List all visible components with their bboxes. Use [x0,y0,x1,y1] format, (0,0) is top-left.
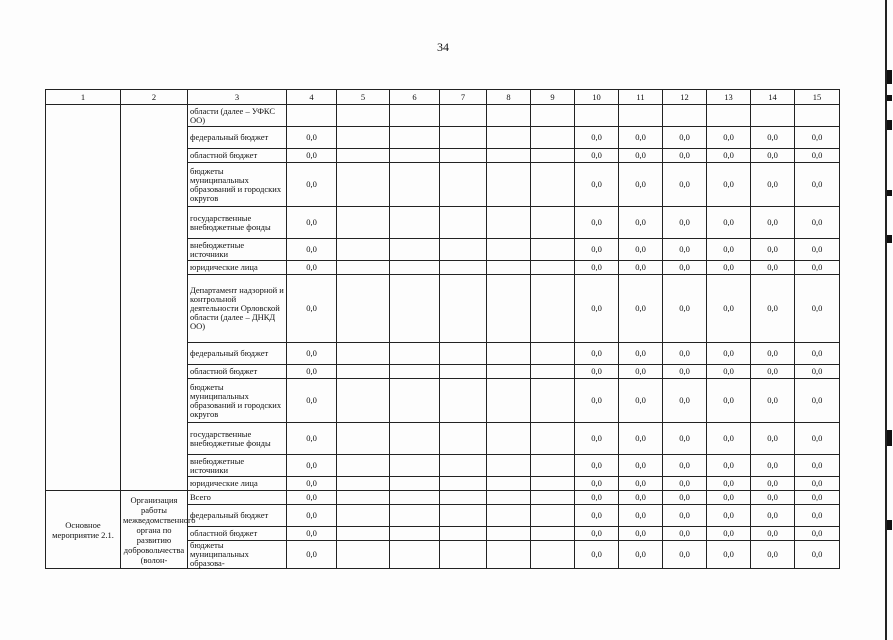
funding-source: областной бюджет [188,149,287,163]
value-cell [440,379,487,423]
value-cell [440,105,487,127]
value-cell [337,149,390,163]
value-cell [795,105,840,127]
value-cell: 0,0 [287,505,337,527]
funding-source: бюджеты муниципальных образований и городских округов [188,379,287,423]
value-cell: 0,0 [795,149,840,163]
value-cell [337,261,390,275]
value-cell [337,455,390,477]
value-cell: 0,0 [287,261,337,275]
value-cell: 0,0 [663,491,707,505]
page-number: 34 [437,40,449,54]
value-cell: 0,0 [619,207,663,239]
value-cell: 0,0 [619,505,663,527]
value-cell: 0,0 [619,423,663,455]
activity-org: Организация работы межведомственного органа по развитию добровольчества (волон- [121,491,188,569]
value-cell: 0,0 [707,527,751,541]
col-header: 11 [619,90,663,105]
value-cell: 0,0 [795,505,840,527]
value-cell: 0,0 [795,541,840,569]
value-cell [531,541,575,569]
value-cell [531,491,575,505]
value-cell: 0,0 [707,275,751,343]
value-cell [440,541,487,569]
value-cell: 0,0 [795,275,840,343]
value-cell [440,163,487,207]
value-cell [337,527,390,541]
value-cell: 0,0 [619,527,663,541]
col-header: 14 [751,90,795,105]
value-cell: 0,0 [795,127,840,149]
value-cell [440,239,487,261]
value-cell [390,477,440,491]
value-cell [531,365,575,379]
value-cell: 0,0 [575,365,619,379]
value-cell: 0,0 [707,365,751,379]
value-cell [390,365,440,379]
value-cell: 0,0 [751,343,795,365]
value-cell [390,105,440,127]
value-cell: 0,0 [795,261,840,275]
value-cell [487,541,531,569]
value-cell [440,127,487,149]
value-cell [531,455,575,477]
value-cell: 0,0 [751,379,795,423]
value-cell [337,239,390,261]
value-cell [531,275,575,343]
value-cell [390,163,440,207]
value-cell: 0,0 [663,127,707,149]
value-cell: 0,0 [619,379,663,423]
value-cell [337,477,390,491]
value-cell: 0,0 [619,163,663,207]
value-cell: 0,0 [663,275,707,343]
value-cell: 0,0 [287,343,337,365]
value-cell [440,207,487,239]
value-cell: 0,0 [663,379,707,423]
value-cell: 0,0 [707,127,751,149]
value-cell [440,527,487,541]
funding-source: областной бюджет [188,365,287,379]
col-header: 3 [188,90,287,105]
activity-cell [46,105,121,491]
value-cell: 0,0 [287,207,337,239]
value-cell: 0,0 [663,423,707,455]
value-cell [440,261,487,275]
value-cell: 0,0 [619,491,663,505]
col-header: 7 [440,90,487,105]
funding-source: государственные внебюджетные фонды [188,423,287,455]
value-cell [390,149,440,163]
funding-source: юридические лица [188,261,287,275]
value-cell: 0,0 [751,275,795,343]
col-header: 10 [575,90,619,105]
value-cell: 0,0 [795,207,840,239]
value-cell: 0,0 [619,149,663,163]
value-cell: 0,0 [751,239,795,261]
value-cell: 0,0 [287,527,337,541]
value-cell [531,149,575,163]
value-cell: 0,0 [707,149,751,163]
value-cell: 0,0 [751,455,795,477]
value-cell [531,423,575,455]
value-cell [440,365,487,379]
value-cell: 0,0 [707,163,751,207]
value-cell: 0,0 [619,541,663,569]
value-cell: 0,0 [663,149,707,163]
funding-source: юридические лица [188,477,287,491]
value-cell: 0,0 [287,239,337,261]
value-cell: 0,0 [751,491,795,505]
col-header: 4 [287,90,337,105]
value-cell: 0,0 [287,477,337,491]
value-cell: 0,0 [795,455,840,477]
value-cell: 0,0 [663,527,707,541]
value-cell: 0,0 [707,379,751,423]
funding-source: государственные внебюджетные фонды [188,207,287,239]
value-cell: 0,0 [287,163,337,207]
value-cell [487,505,531,527]
col-header: 8 [487,90,531,105]
funding-source: внебюджетные источники [188,455,287,477]
value-cell [487,105,531,127]
funding-source: внебюджетные источники [188,239,287,261]
value-cell: 0,0 [619,275,663,343]
col-header: 1 [46,90,121,105]
value-cell: 0,0 [619,477,663,491]
value-cell: 0,0 [287,423,337,455]
value-cell [390,491,440,505]
value-cell [390,239,440,261]
value-cell [337,505,390,527]
value-cell: 0,0 [287,149,337,163]
value-cell [531,105,575,127]
value-cell [337,127,390,149]
funding-source: бюджеты муниципальных образований и городских округов [188,163,287,207]
value-cell [440,477,487,491]
value-cell [531,261,575,275]
col-header: 12 [663,90,707,105]
value-cell [390,505,440,527]
value-cell [287,105,337,127]
value-cell [440,505,487,527]
value-cell: 0,0 [575,239,619,261]
funding-source: области (далее – УФКС ОО) [188,105,287,127]
value-cell [390,541,440,569]
value-cell: 0,0 [575,163,619,207]
value-cell: 0,0 [707,261,751,275]
value-cell: 0,0 [751,127,795,149]
value-cell: 0,0 [287,379,337,423]
value-cell: 0,0 [751,527,795,541]
value-cell [390,455,440,477]
value-cell [531,127,575,149]
header-row [46,90,840,105]
value-cell [390,423,440,455]
value-cell [619,105,663,127]
value-cell: 0,0 [619,127,663,149]
value-cell: 0,0 [751,163,795,207]
value-cell: 0,0 [751,541,795,569]
value-cell: 0,0 [575,149,619,163]
value-cell [440,343,487,365]
value-cell [487,423,531,455]
value-cell [337,365,390,379]
value-cell [390,343,440,365]
col-header: 13 [707,90,751,105]
value-cell [575,105,619,127]
value-cell [337,343,390,365]
value-cell: 0,0 [707,477,751,491]
value-cell: 0,0 [795,239,840,261]
value-cell: 0,0 [575,505,619,527]
funding-source: федеральный бюджет [188,127,287,149]
value-cell: 0,0 [707,423,751,455]
value-cell: 0,0 [287,275,337,343]
value-cell [440,491,487,505]
col-header: 15 [795,90,840,105]
value-cell: 0,0 [619,455,663,477]
value-cell: 0,0 [575,127,619,149]
value-cell [337,275,390,343]
value-cell: 0,0 [575,261,619,275]
budget-table [45,89,840,569]
value-cell [487,207,531,239]
value-cell [390,527,440,541]
value-cell: 0,0 [707,239,751,261]
value-cell: 0,0 [707,207,751,239]
value-cell: 0,0 [707,541,751,569]
table-row [46,491,840,505]
value-cell: 0,0 [795,163,840,207]
value-cell [531,343,575,365]
col-header: 2 [121,90,188,105]
value-cell [390,127,440,149]
value-cell [531,527,575,541]
value-cell: 0,0 [795,477,840,491]
value-cell [337,105,390,127]
value-cell: 0,0 [619,343,663,365]
value-cell [440,149,487,163]
value-cell: 0,0 [751,423,795,455]
value-cell [487,343,531,365]
value-cell [390,207,440,239]
value-cell [487,239,531,261]
value-cell: 0,0 [575,207,619,239]
value-cell: 0,0 [619,365,663,379]
value-cell [531,239,575,261]
value-cell: 0,0 [575,343,619,365]
value-cell: 0,0 [795,527,840,541]
value-cell: 0,0 [707,343,751,365]
value-cell [487,379,531,423]
value-cell [337,541,390,569]
value-cell: 0,0 [751,149,795,163]
value-cell: 0,0 [751,477,795,491]
value-cell: 0,0 [575,379,619,423]
value-cell [390,379,440,423]
value-cell: 0,0 [287,365,337,379]
value-cell: 0,0 [751,505,795,527]
funding-source: федеральный бюджет [188,343,287,365]
value-cell [487,127,531,149]
scan-edge [883,0,893,640]
value-cell [707,105,751,127]
value-cell [440,455,487,477]
value-cell: 0,0 [575,275,619,343]
value-cell: 0,0 [663,477,707,491]
value-cell: 0,0 [707,491,751,505]
value-cell [487,527,531,541]
org-cell [121,105,188,491]
value-cell: 0,0 [795,343,840,365]
value-cell [663,105,707,127]
funding-source: Всего [188,491,287,505]
value-cell: 0,0 [575,423,619,455]
value-cell: 0,0 [287,455,337,477]
value-cell [390,261,440,275]
value-cell [337,207,390,239]
value-cell: 0,0 [795,491,840,505]
value-cell [531,163,575,207]
value-cell [487,455,531,477]
funding-source: областной бюджет [188,527,287,541]
value-cell: 0,0 [287,541,337,569]
value-cell: 0,0 [287,127,337,149]
value-cell: 0,0 [707,505,751,527]
value-cell: 0,0 [575,455,619,477]
value-cell [487,275,531,343]
funding-source: федеральный бюджет [188,505,287,527]
value-cell [531,207,575,239]
value-cell [487,261,531,275]
funding-source: бюджеты муниципальных образова- [188,541,287,569]
value-cell: 0,0 [707,455,751,477]
value-cell: 0,0 [663,343,707,365]
value-cell [531,477,575,491]
value-cell [440,275,487,343]
value-cell: 0,0 [663,541,707,569]
value-cell: 0,0 [575,491,619,505]
value-cell [751,105,795,127]
value-cell [487,365,531,379]
value-cell: 0,0 [795,365,840,379]
value-cell: 0,0 [663,207,707,239]
value-cell: 0,0 [575,527,619,541]
value-cell: 0,0 [663,455,707,477]
table-row [46,105,840,127]
value-cell [337,379,390,423]
value-cell [337,163,390,207]
col-header: 9 [531,90,575,105]
col-header: 6 [390,90,440,105]
value-cell: 0,0 [663,163,707,207]
value-cell [487,149,531,163]
col-header: 5 [337,90,390,105]
value-cell: 0,0 [795,423,840,455]
value-cell [390,275,440,343]
value-cell [531,505,575,527]
value-cell: 0,0 [663,239,707,261]
value-cell [337,491,390,505]
value-cell: 0,0 [663,365,707,379]
value-cell [487,163,531,207]
value-cell [440,423,487,455]
value-cell [487,491,531,505]
funding-source: Департамент надзорной и контрольной деятельности Орловской области (далее – ДНКД ОО) [188,275,287,343]
value-cell: 0,0 [751,365,795,379]
value-cell: 0,0 [287,491,337,505]
value-cell [487,477,531,491]
value-cell [531,379,575,423]
value-cell: 0,0 [663,505,707,527]
value-cell: 0,0 [575,477,619,491]
value-cell: 0,0 [795,379,840,423]
value-cell [337,423,390,455]
activity-label: Основное мероприятие 2.1. [46,491,121,569]
value-cell: 0,0 [575,541,619,569]
value-cell: 0,0 [663,261,707,275]
value-cell: 0,0 [751,261,795,275]
value-cell: 0,0 [751,207,795,239]
value-cell: 0,0 [619,239,663,261]
value-cell: 0,0 [619,261,663,275]
